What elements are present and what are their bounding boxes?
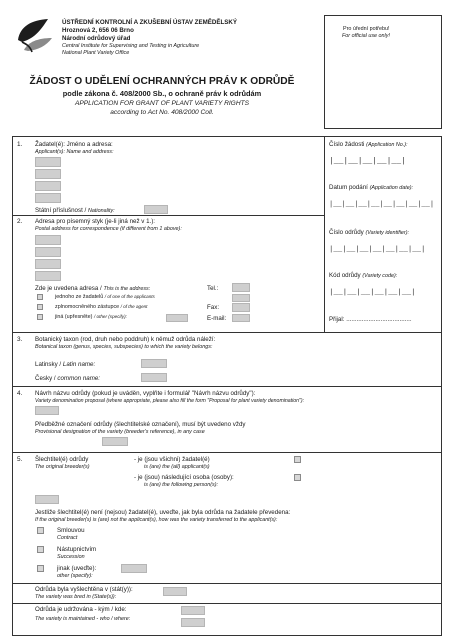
official-use-cz: Pro úřední potřebu!: [343, 26, 390, 32]
section-1-title-en: Applicant(s): Name and address:: [35, 149, 114, 155]
bred-in-field[interactable]: [163, 587, 187, 596]
applicant-name-field-4[interactable]: [35, 193, 61, 203]
succession-label-en: Succession: [57, 554, 85, 560]
section-3-title: Botanický taxon (rod, druh nebo poddruh) k němuž odrůda náleží:: [35, 336, 216, 343]
applicant-address-label: jednoho ze žadatelů / of one of the applicants: [55, 294, 155, 300]
divider-s4: [12, 386, 442, 387]
transfer-label-en: If the original breeder(s) is (are) not the applicant(s), how was the variety transferred to the applicant(s):: [35, 517, 278, 523]
org-office-en: National Plant Variety Office: [62, 50, 130, 56]
section-4-number: 4.: [17, 390, 23, 397]
agent-address-label: zplnomocněného zástupce / of the agent: [55, 304, 148, 310]
provisional-designation-label: Předběžné označení odrůdy (šlechtitelské označení), musí být uvedeno vždy: [35, 421, 246, 428]
postal-address-field-3[interactable]: [35, 259, 61, 269]
tel-field[interactable]: [232, 283, 250, 292]
maintained-field-1[interactable]: [181, 606, 205, 615]
section-5-title-en: The original breeder(s): [35, 464, 90, 470]
received-by: Přijal: ......................................: [329, 316, 412, 323]
latin-name-field[interactable]: [141, 359, 167, 368]
postal-address-field-4[interactable]: [35, 271, 61, 281]
breeder-all-applicants-en: is (are) the (all) applicant(s): [144, 464, 210, 470]
variety-identifier-field[interactable]: |__|__|__|__|__|__|__|: [329, 246, 426, 254]
official-divider: [324, 136, 325, 332]
breeder-persons-field[interactable]: [35, 495, 59, 504]
other-address-checkbox[interactable]: [37, 314, 43, 320]
ukzuz-logo-icon: [14, 16, 56, 54]
tel-label: Tel.:: [207, 285, 219, 292]
postal-address-field-1[interactable]: [35, 235, 61, 245]
breeder-following-label: - je (jsou) následující osoba (osoby):: [134, 474, 234, 481]
provisional-designation-field[interactable]: [102, 437, 128, 446]
contract-label-en: Contract: [57, 535, 78, 541]
email-field[interactable]: [232, 314, 250, 322]
form-law: podle zákona č. 408/2000 Sb., o ochraně práv k odrůdám: [62, 89, 262, 98]
divider-s3: [12, 332, 442, 333]
variety-identifier-label: Číslo odrůdy (Variety identifier):: [329, 229, 410, 236]
divider-bred: [12, 583, 442, 584]
maintained-label: Odrůda je udržována - kým / kde:: [35, 606, 127, 613]
fax-field[interactable]: [232, 303, 250, 312]
email-label: E-mail:: [207, 315, 227, 322]
denomination-field[interactable]: [35, 406, 59, 415]
contract-checkbox[interactable]: [37, 527, 44, 534]
section-4-title-en: Variety denomination proposal (where appropriate, please also fill the form "Proposal for plant variety denomination"):: [35, 398, 305, 404]
transfer-label: Jestliže šlechtitel(é) není (nejsou) žadatel(é), uveďte, jak byla odrůda na žadatele převedena:: [35, 509, 291, 516]
divider-s5: [12, 452, 442, 453]
other-transfer-checkbox[interactable]: [37, 565, 44, 572]
other-address-field[interactable]: [166, 314, 188, 322]
section-1-number: 1.: [17, 141, 23, 148]
breeder-following-checkbox[interactable]: [294, 474, 301, 481]
org-name-en: Central Institute for Supervising and Testing in Agriculture: [62, 43, 200, 49]
variety-code-field[interactable]: |__|__|__|__|__|__|: [329, 289, 416, 297]
provisional-designation-en: Provisional designation of the variety (breeder's reference), in any case: [35, 429, 205, 435]
application-no-field[interactable]: |__|__|__|__|__|: [329, 157, 406, 166]
common-name-field[interactable]: [141, 373, 167, 382]
applicant-name-field-3[interactable]: [35, 181, 61, 191]
fax-label: Fax:: [207, 304, 220, 311]
form-title-en: APPLICATION FOR GRANT OF PLANT VARIETY RIGHTS: [74, 100, 250, 107]
section-2-title: Adresa pro písemný styk (je-li jiná než v 1.):: [35, 218, 156, 225]
breeder-all-applicants-checkbox[interactable]: [294, 456, 301, 463]
succession-checkbox[interactable]: [37, 546, 44, 553]
org-address: Hroznová 2, 656 06 Brno: [62, 27, 134, 34]
section-5-number: 5.: [17, 456, 23, 463]
org-name: ÚSTŘEDNÍ KONTROLNÍ A ZKUŠEBNÍ ÚSTAV ZEMĚDĚLSKÝ: [62, 19, 237, 26]
org-office: Národní odrůdový úřad: [62, 35, 131, 42]
applicant-address-checkbox[interactable]: [37, 294, 43, 300]
variety-code-label: Kód odrůdy (Variety code):: [329, 272, 398, 279]
form-title: ŽÁDOST O UDĚLENÍ OCHRANNÝCH PRÁV K ODRŮDĚ: [29, 76, 295, 87]
postal-address-field-2[interactable]: [35, 247, 61, 257]
maintained-label-en: The variety is maintained - who / where:: [35, 616, 131, 622]
common-name-label: Česky / common name:: [35, 375, 101, 382]
section-1-title: Žadatel(é): Jméno a adresa:: [35, 141, 113, 148]
applicant-name-field-2[interactable]: [35, 169, 61, 179]
application-no-label: Číslo žádosti (Application No.):: [329, 141, 408, 148]
other-transfer-field[interactable]: [121, 564, 147, 573]
section-2-title-en: Postal address for correspondence (if different from 1 above):: [35, 226, 182, 232]
section-2-number: 2.: [17, 218, 23, 225]
maintained-field-2[interactable]: [181, 618, 205, 627]
divider-maintained: [12, 603, 442, 604]
section-3-title-en: Botanical taxon (genus, species, subspecies) to which the variety belongs:: [35, 344, 213, 350]
address-type-label: Zde je uvedena adresa / This is the address:: [35, 285, 151, 292]
form-law-en: according to Act No. 408/2000 Coll.: [110, 109, 214, 116]
nationality-label: Státní příslušnost / Nationality:: [35, 207, 115, 214]
breeder-following-en: is (are) the following person(s):: [144, 482, 219, 488]
section-3-number: 3.: [17, 336, 23, 343]
succession-label: Nástupnictvím: [57, 546, 97, 553]
bred-in-label: Odrůda byla vyšlechtěna v (stát(y)):: [35, 586, 133, 593]
applicant-name-field-1[interactable]: [35, 157, 61, 167]
application-date-field[interactable]: |__|__|__|__|__|__|__|__|: [329, 201, 435, 209]
other-transfer-label-en: other (specify):: [57, 573, 93, 579]
nationality-field[interactable]: [144, 205, 168, 214]
contract-label: Smlouvou: [57, 527, 85, 534]
latin-name-label: Latinsky / Latin name:: [35, 361, 96, 368]
tel-field-2[interactable]: [232, 294, 250, 302]
section-5-title: Šlechtitel(é) odrůdy: [35, 456, 89, 463]
official-use-en: For official use only!: [342, 33, 390, 39]
other-address-label: jiná (upřesněte) / other (specify):: [55, 314, 127, 320]
agent-address-checkbox[interactable]: [37, 304, 43, 310]
section-4-title: Návrh názvu odrůdy (pokud je uváděn, vyplňte i formulář "Návrh názvu odrůdy"):: [35, 390, 256, 397]
application-date-label: Datum podání (Application date):: [329, 184, 414, 191]
breeder-all-applicants-label: - je (jsou všichni) žadatel(é): [134, 456, 210, 463]
bred-in-label-en: The variety was bred in (State(s)):: [35, 594, 117, 600]
other-transfer-label: jinak (uveďte):: [57, 565, 97, 572]
divider-s2: [12, 215, 324, 216]
